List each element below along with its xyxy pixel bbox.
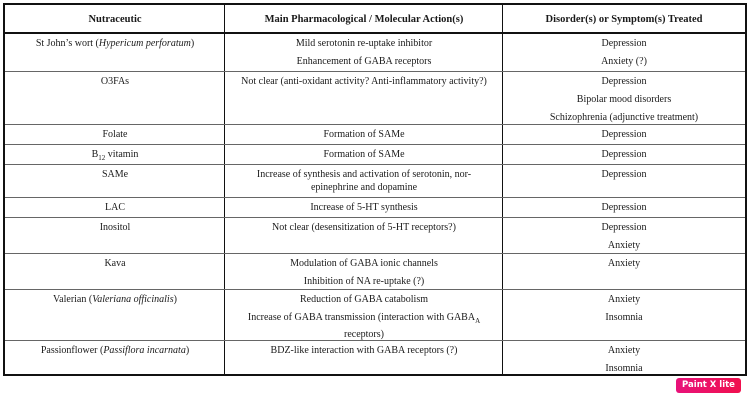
table-row (5, 218, 745, 254)
latin-name: Valeriana officinalis (92, 294, 174, 305)
table-row (5, 198, 745, 218)
disorder-text: Anxiety (607, 345, 641, 356)
action-text: Not clear (anti-oxidant activity? Anti-inflammatory activity?) (241, 76, 487, 87)
nutraceutic-cell (5, 290, 225, 340)
header-action: Main Pharmacological / Molecular Action(s) (264, 14, 464, 25)
table-row (5, 254, 745, 290)
latin-name: Hypericum perforatum (98, 38, 191, 49)
nutraceutic-cell: O3FAs (100, 76, 130, 87)
nutraceutic-cell (5, 145, 225, 164)
subscript: 12 (98, 154, 106, 162)
action-cell: Formation of SAMe (323, 149, 405, 160)
disorders-cell (503, 218, 745, 253)
action-cell (225, 290, 503, 340)
disorder-text: Insomnia (605, 363, 643, 374)
disorder-text: Bipolar mood disorders (576, 94, 672, 105)
disorders-cell: Depression (601, 129, 647, 140)
action-cell (225, 34, 503, 71)
paint-x-lite-watermark: Paint X lite (676, 378, 741, 393)
nutraceutic-name: Valerian ( (53, 294, 93, 305)
action-text-part: Increase of GABA transmission (interaction with GABA (247, 312, 476, 323)
disorder-text: Depression (601, 222, 647, 233)
table-row (5, 341, 745, 374)
table-row (5, 34, 745, 72)
nutraceutic-cell (5, 341, 225, 374)
disorders-cell (503, 341, 745, 374)
nutraceutic-cell: LAC (105, 202, 125, 213)
disorder-text: Depression (601, 38, 647, 49)
table-header-row (5, 5, 745, 34)
action-cell: BDZ-like interaction with GABA receptors (?) (270, 345, 458, 356)
disorder-text: Depression (601, 76, 647, 87)
paren: ) (185, 345, 190, 356)
action-cell (225, 165, 503, 197)
table-row (5, 165, 745, 198)
table-row (5, 145, 745, 165)
nutraceutic-name: Passionflower ( (40, 345, 104, 356)
disorder-text: Insomnia (605, 312, 643, 323)
nutraceutic-cell: Folate (102, 129, 128, 140)
table-row (5, 125, 745, 145)
disorder-text: Schizophrenia (adjunctive treatment) (549, 112, 699, 123)
disorders-cell (503, 72, 745, 124)
disorders-cell: Anxiety (607, 258, 641, 269)
action-cell (225, 254, 503, 289)
nutraceutic-cell: SAMe (101, 169, 129, 180)
nutraceutic-name-rest: vitamin (105, 149, 139, 160)
action-text: Enhancement of GABA receptors (296, 56, 432, 67)
action-text: Reduction of GABA catabolism (299, 294, 429, 305)
nutraceutic-cell: Inositol (99, 222, 131, 233)
paren: ) (173, 294, 177, 305)
action-text-part: receptors) (344, 329, 384, 340)
action-cell: Increase of 5-HT synthesis (310, 202, 418, 213)
disorders-cell: Depression (601, 202, 647, 213)
nutraceutic-name: B (91, 149, 99, 160)
nutraceutic-cell: Kava (104, 258, 126, 269)
action-cell (225, 72, 503, 124)
paren: ) (190, 38, 195, 49)
nutraceutics-table (3, 3, 747, 376)
action-text: Mild serotonin re-uptake inhibitor (295, 38, 433, 49)
nutraceutic-name: St John’s wort ( (35, 38, 99, 49)
disorders-cell: Depression (601, 149, 647, 160)
header-nutraceutic: Nutraceutic (88, 14, 142, 25)
disorders-cell: Depression (601, 169, 647, 180)
disorders-cell (503, 34, 745, 71)
action-text: Increase of synthesis and activation of serotonin, nor-epinephrine and dopamine (256, 169, 472, 193)
disorder-text: Anxiety (607, 240, 641, 251)
action-text: Inhibition of NA re-uptake (?) (303, 276, 425, 287)
action-cell: Formation of SAMe (323, 129, 405, 140)
disorder-text: Anxiety (607, 294, 641, 305)
table-row (5, 290, 745, 341)
latin-name: Passiflora incarnata (103, 345, 186, 356)
action-text: Modulation of GABA ionic channels (290, 258, 438, 269)
action-cell: Not clear (desensitization of 5-HT receptors?) (272, 222, 456, 233)
nutraceutic-cell (5, 34, 225, 71)
disorder-text: Anxiety (?) (601, 56, 647, 67)
action-text (235, 311, 493, 341)
subscript: A (475, 317, 481, 325)
header-disorders: Disorder(s) or Symptom(s) Treated (545, 14, 703, 25)
disorders-cell (503, 290, 745, 340)
table-row (5, 72, 745, 125)
